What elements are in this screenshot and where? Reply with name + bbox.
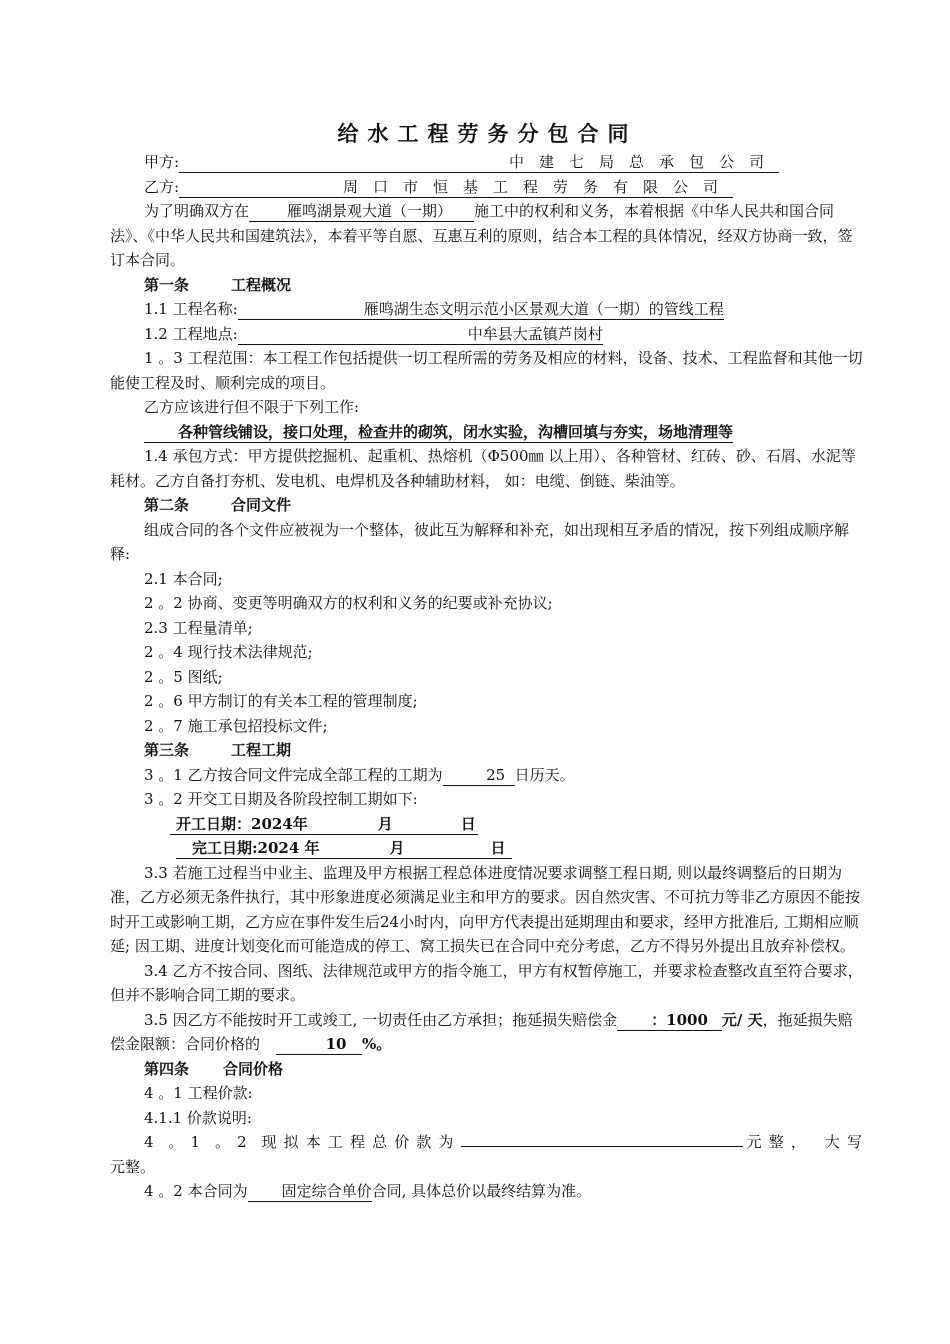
party-a-field [179,153,779,173]
project-name-value: 雁鸣湖生态文明示范小区景观大道（一期）的管线工程 [238,300,724,320]
end-date-line [110,836,865,861]
doc-item: 2 。2 协商、变更等明确双方的权利和义务的纪要或补充协议; [144,594,553,612]
intro-project: 雁鸣湖景观大道（一期） [249,202,474,222]
compliance-paragraph: 3.4 乙方不按合同、图纸、法律规范或甲方的指令施工，甲方有权暂停施工，并要求检查整改直至符合要求，但并不影响合同工期的要求。 [110,961,863,1004]
delay-penalty-paragraph [110,1008,865,1057]
contract-mode-paragraph: 1.4 承包方式：甲方提供挖掘机、起重机、热熔机（Φ500㎜ 以上用）、各种管材、红砖、砂、石屑、水泥等耗材。乙方自备打夯机、发电机、电焊机及各种辅助材料， 如：电缆、倒链、柴油等。 [110,447,856,490]
total-price-line [110,1130,865,1155]
article-4-heading [110,1057,865,1082]
project-name-label: 1.1 工程名称: [144,300,238,318]
intro-post: 施工中的权利和义务，本着根据《中华人民共和国合同法》、《中华人民共和国建筑法》，本着平等自愿、互惠互利的原则，结合本工程的具体情况，经双方协商一致，签订本合同。 [110,202,853,269]
delay-penalty-pre: 3.5 因乙方不能按时开工或竣工, 一切责任由乙方承担；拖延损失赔偿金 [144,1010,618,1029]
article-2-heading [110,493,865,518]
project-location-line [110,322,865,347]
start-date-field [170,815,478,835]
scope-items [110,420,865,445]
doc-item: 2 。6 甲方制订的有关本工程的管理制度; [144,692,418,710]
contract-type-value: 固定综合单价 [248,1182,372,1202]
article-4-title: 合同价格 [223,1059,284,1078]
project-location-value: 中牟县大孟镇芦岗村 [238,325,603,345]
scope-paragraph: 1 。3 工程范围：本工程工作包括提供一切工程所需的劳务及相应的材料，设备、技术、工程监督和其他一切能使工程及时、顺利完成的项目。 [110,349,863,392]
total-price-blank [461,1130,743,1147]
total-price-tail: 元整。 [110,1157,156,1176]
total-price-post: 元整， 大写 [742,1133,865,1151]
intro-paragraph [110,199,865,273]
duration-days: 25 [443,766,515,786]
article-1-number: 第一条 [144,275,190,294]
contract-type-post: 合同, 具体总价以最终结算为准。 [371,1182,592,1200]
party-a-label: 甲方: [144,153,180,171]
article-1-heading [110,273,865,298]
schedule-adjust-paragraph: 3.3 若施工过程当中业主、监理及甲方根据工程总体进度情况要求调整工程日期, 则以最终调整后的日期为准，乙方必须无条件执行，其中形象进度必须满足业主和甲方的要求。因自然灾害、不可抗力等非乙方原因不能按时开工或影响工期，乙方应在事件发生后24小时内，向甲方代表提出延期理由和要求，经甲方批准后, 工期相应顺延; 因工期、进度计划变化而可能造成的停工、窝工损失已在合同中充分考虑，乙方不得另外提出且放弃补偿权。 [110,863,861,955]
price-clause: 4 。1 工程价款: [144,1084,253,1102]
contract-page [110,112,865,1204]
end-month: 月 [389,839,405,857]
party-b-line [110,175,865,200]
contract-type-pre: 4 。2 本合同为 [144,1182,248,1200]
party-b-field [179,178,733,198]
doc-item: 2.1 本合同; [144,569,223,588]
end-date-label: 完工日期:2024 年 [192,839,320,857]
doc-item: 2.3 工程量清单; [144,618,253,637]
article-2-number: 第二条 [144,496,190,514]
duration-post: 日历天。 [514,765,575,784]
start-date-label: 开工日期：2024年 [176,814,308,833]
doc-item: 2 。5 图纸; [144,667,223,686]
doc-item: 2 。4 现行技术法律规范; [144,643,313,661]
price-note: 4.1.1 价款说明: [144,1108,252,1127]
delay-penalty-post: %。 [362,1035,392,1053]
start-date-line [110,812,865,837]
delay-penalty-unit: 元/ 天 [721,1010,763,1029]
delay-penalty-percent: 10 [276,1035,362,1055]
doc-item: 2 。7 施工承包招投标文件; [144,716,328,735]
end-day: 日 [490,839,506,857]
article-3-heading [110,738,865,763]
start-month: 月 [377,814,393,833]
article-3-number: 第三条 [144,741,190,759]
article-4-number: 第四条 [144,1059,190,1078]
duration-pre: 3 。1 乙方按合同文件完成全部工程的工期为 [144,765,443,784]
intro-pre: 为了明确双方在 [144,202,250,220]
scope-intro: 乙方应该进行但不限于下列工作: [144,398,360,416]
project-name-line [110,297,865,322]
contract-type-line [110,1179,865,1204]
party-b-label: 乙方: [144,177,180,196]
document-title: 给水工程劳务分包合同 [337,121,638,146]
delay-penalty-amount: ：1000 [617,1011,722,1031]
party-a-name: 中建七局总承包公司 [509,153,780,171]
end-date-field [176,839,512,859]
duration-line [110,763,865,788]
article-2-intro: 组成合同的各个文件应被视为一个整体，彼此互为解释和补充，如出现相互矛盾的情况，按下列组成顺序解释: [110,520,850,563]
article-1-title: 工程概况 [231,275,292,294]
party-a-line [110,150,865,175]
total-price-pre: 4 。1 。2 现拟本工程总价款为 [144,1133,461,1151]
project-location-label: 1.2 工程地点: [144,324,238,343]
party-b-name: 周口市恒基工程劳务有限公司 [343,177,734,196]
article-2-title: 合同文件 [231,496,292,514]
delay-penalty-mid: ，拖延损失赔偿金限额：合同价格的 [110,1010,853,1053]
start-day: 日 [460,814,476,833]
scope-items-text: 各种管线铺设，接口处理，检查井的砌筑，闭水实验，沟槽回填与夯实，场地清理等 [144,423,733,443]
article-3-title: 工程工期 [231,741,292,759]
schedule-intro: 3 。2 开交工日期及各阶段控制工期如下: [144,790,418,808]
